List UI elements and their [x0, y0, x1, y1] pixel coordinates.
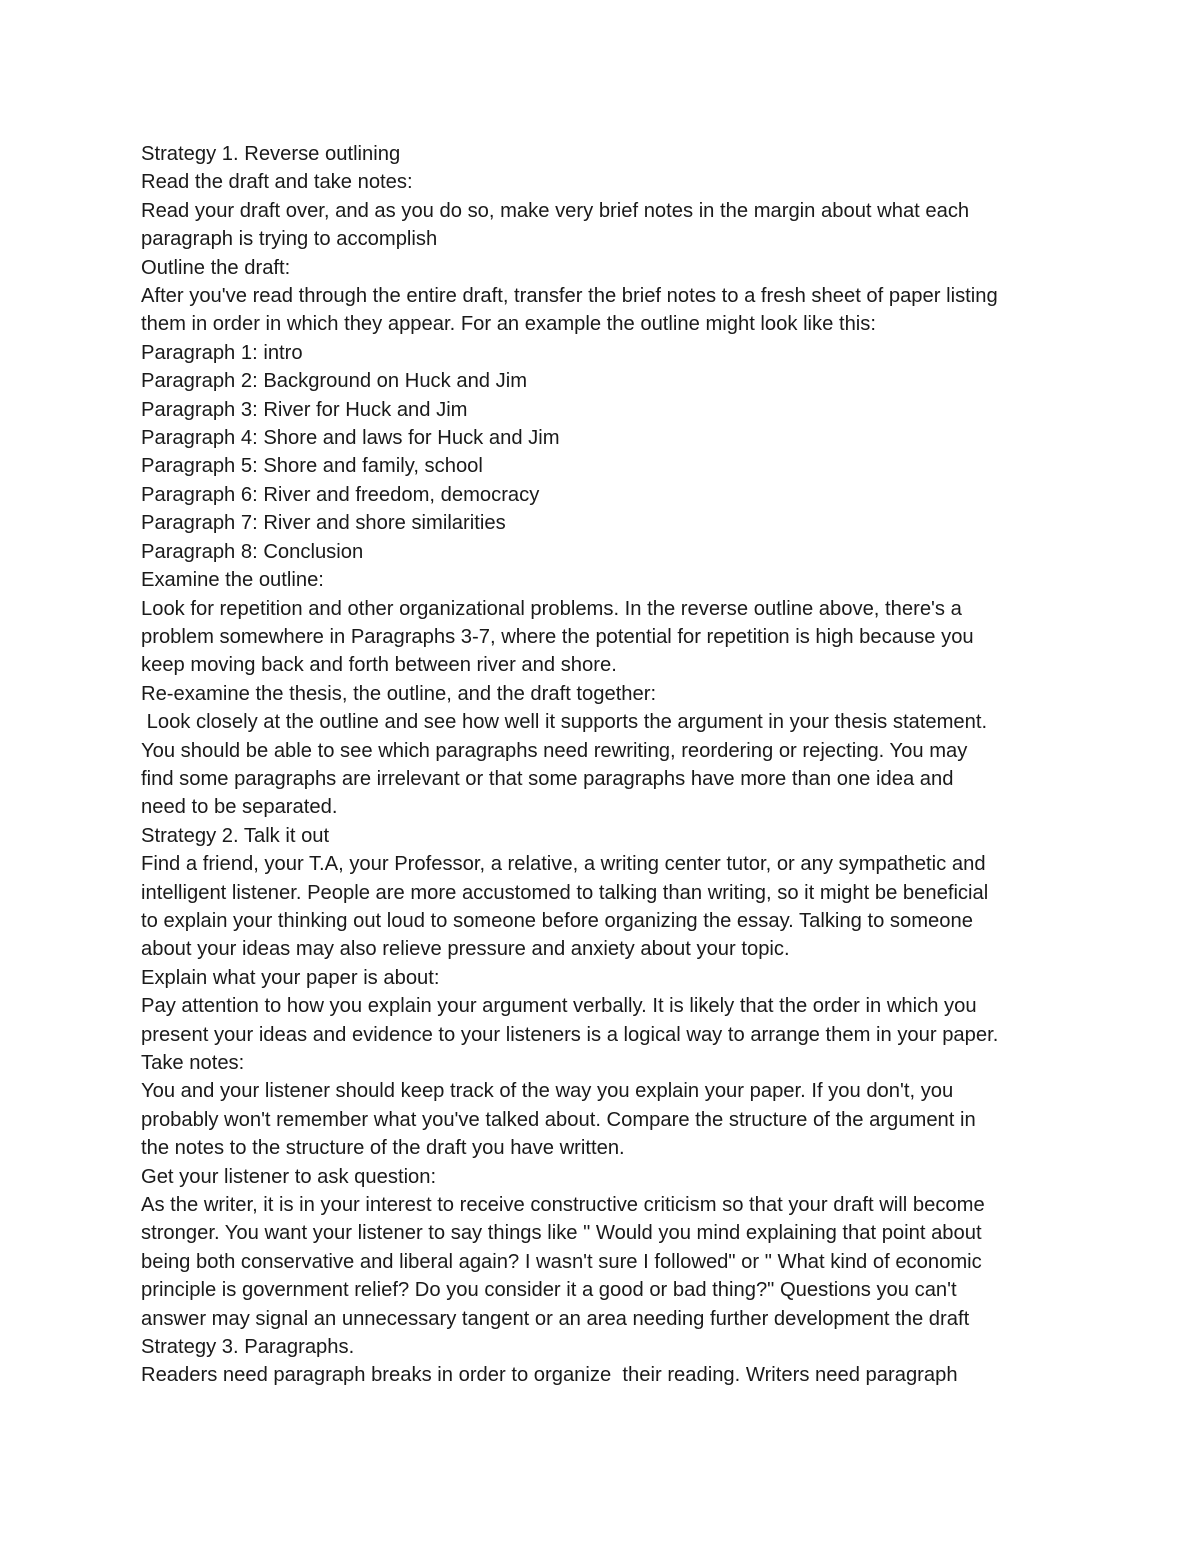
text-line: After you've read through the entire draft, transfer the brief notes to a fresh sheet of paper listing: [141, 285, 998, 308]
subheading-outline-draft: Outline the draft:: [141, 256, 291, 279]
outline-item: Paragraph 2: Background on Huck and Jim: [141, 370, 528, 393]
text-line: stronger. You want your listener to say things like " Would you mind explaining that point about: [141, 1222, 982, 1245]
subheading-take-notes: Read the draft and take notes:: [141, 171, 413, 194]
text-line: Pay attention to how you explain your argument verbally. It is likely that the order in which you: [141, 995, 977, 1018]
text-line: to explain your thinking out loud to someone before organizing the essay. Talking to someone: [141, 909, 973, 932]
text-line: Readers need paragraph breaks in order to organize their reading. Writers need paragraph: [141, 1364, 958, 1387]
text-line: the notes to the structure of the draft you have written.: [141, 1137, 625, 1160]
text-line: Look for repetition and other organizational problems. In the reverse outline above, there's a: [141, 597, 962, 620]
subheading-re-examine: Re-examine the thesis, the outline, and the draft together:: [141, 682, 657, 705]
subheading-explain-paper: Explain what your paper is about:: [141, 966, 440, 989]
text-line: about your ideas may also relieve pressure and anxiety about your topic.: [141, 938, 790, 961]
outline-item: Paragraph 8: Conclusion: [141, 540, 364, 563]
outline-item: Paragraph 3: River for Huck and Jim: [141, 398, 468, 421]
text-line: answer may signal an unnecessary tangent or an area needing further development the draft: [141, 1307, 970, 1330]
outline-item: Paragraph 1: intro: [141, 341, 303, 364]
outline-item: Paragraph 7: River and shore similarities: [141, 512, 506, 535]
subheading-examine-outline: Examine the outline:: [141, 569, 324, 592]
text-line: As the writer, it is in your interest to receive constructive criticism so that your draft will become: [141, 1194, 985, 1217]
text-line: You should be able to see which paragraphs need rewriting, reordering or rejecting. You may: [141, 739, 968, 762]
strategy-1-heading: Strategy 1. Reverse outlining: [141, 143, 401, 165]
text-line: need to be separated.: [141, 796, 338, 819]
text-line: probably won't remember what you've talked about. Compare the structure of the argument in: [141, 1108, 976, 1131]
text-line: intelligent listener. People are more accustomed to talking than writing, so it might be beneficial: [141, 881, 989, 904]
outline-item: Paragraph 5: Shore and family, school: [141, 455, 483, 478]
document-body: [141, 140, 1076, 1390]
text-line: find some paragraphs are irrelevant or that some paragraphs have more than one idea and: [141, 767, 954, 790]
text-line: paragraph is trying to accomplish: [141, 228, 438, 251]
outline-item: Paragraph 6: River and freedom, democracy: [141, 483, 540, 506]
text-line: Find a friend, your T.A, your Professor, a relative, a writing center tutor, or any sympathetic and: [141, 853, 986, 876]
text-line: them in order in which they appear. For an example the outline might look like this:: [141, 313, 876, 336]
subheading-ask-question: Get your listener to ask question:: [141, 1165, 437, 1188]
text-line: problem somewhere in Paragraphs 3-7, where the potential for repetition is high because you: [141, 625, 974, 648]
text-line: being both conservative and liberal again? I wasn't sure I followed" or " What kind of economic: [141, 1250, 982, 1273]
text-line: present your ideas and evidence to your listeners is a logical way to arrange them in your paper.: [141, 1023, 999, 1046]
text-line: Look closely at the outline and see how well it supports the argument in your thesis statement.: [141, 711, 988, 734]
text-line: keep moving back and forth between river and shore.: [141, 654, 617, 677]
text-line: principle is government relief? Do you consider it a good or bad thing?" Questions you can't: [141, 1279, 957, 1302]
strategy-2-heading: Strategy 2. Talk it out: [141, 824, 330, 847]
text-line: Read your draft over, and as you do so, make very brief notes in the margin about what each: [141, 199, 970, 222]
subheading-take-notes-2: Take notes:: [141, 1052, 245, 1074]
strategy-3-heading: Strategy 3. Paragraphs.: [141, 1336, 355, 1359]
outline-item: Paragraph 4: Shore and laws for Huck and Jim: [141, 427, 560, 450]
text-line: You and your listener should keep track of the way you explain your paper. If you don't, you: [141, 1080, 954, 1103]
